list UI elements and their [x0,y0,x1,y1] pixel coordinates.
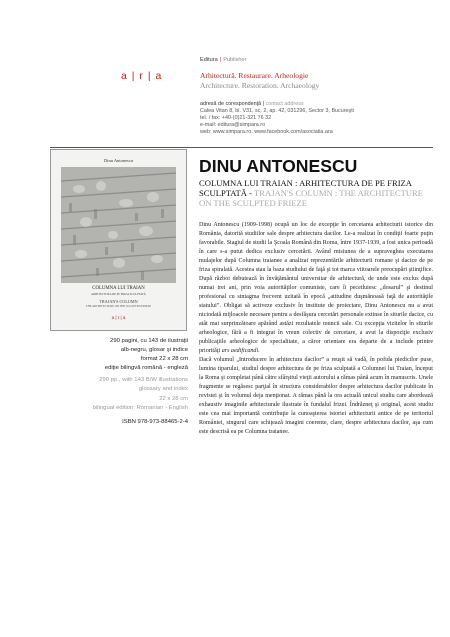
book-description [199,221,433,437]
description-paragraph: Dinu Antonescu (1909-1998) ocupă un loc de excepţie în cercetarea arhitecturii istorice din România, datorită studiilor sale despre arhitectura dacilor. Le-a realizat în condiţii foarte puţin favorabile. Stagiul de studii la Şcoala Română din Roma, între 1937-1939, a fost unica perioadă în care s-a putut dedica exclusiv cercetării. Având misiunea de a supraveghea executarea mulajelor după Columna traianee a analizat reprezentările arhitecturii romane şi dacice de pe friza spiralată. Acestea stau la baza studiului de faţă şi tot marca viitoarele preocupări ştiinţifice. După război debutează în învăţământul universitar de arhitectură, de unde este exclus după numai trei ani, prin voia autorităţilor comuniste, care îi pecetluiesc „dosarul” şi destinul profesional cu sintagma frecvent uzitată în epocă „atitudine duşmănoasă faţă de autorităţile statului”. Obligat să activeze exclusiv în institute de proiectare, Dinu Antonescu nu a avut niciodată mijloacele necesare pentru a desfăşura cercetări personale extinse în siturile dacice, cu atât mai surprinzătoare apărând astăzi rezultatele muncii sale. Cu excepţia vizitelor în siturile arheologice, fără a fi integrat în vreun colectiv de cercetare, a avut la dispoziţie exclusiv publicaţiile arheologice de specialitate, a căror orientare era departe de a include printre priorităţi ars aedificandi. [199,222,433,354]
publisher-label: Editura | Publisher [200,57,247,63]
cover-title-english: TRAJAN'S COLUMN [99,299,138,304]
cover-author: Dinu Antonescu [103,158,134,163]
cover-subtitle: ARHITECTURA DE PE FRIZA SCULPTATĂ [91,292,146,296]
cover-title: COLUMNA LUI TRAIAN [92,286,145,291]
cover-subtitle-english: THE ARCHITECTURE ON THE SCULPTED FRIEZE [85,304,152,308]
description-paragraph: Dacă volumul „Introducere în arhitectura dacilor” a reuşit să vadă, în pofida piedicilor puse, lumina tiparului, studiul despre arhitectura de pe friza sculptată a Columnei lui Traian, început la Roma şi completat până către sfârşitul vieţii autorului a rămas până acum în manuscris. Unele fragmente se regăsesc parţial în structura considerabilor despre arhitectura dacilor publicate în revistei şi în volumul deja menţionat. A rămas până la ora actuală unicul studiu care abordează exhaustiv imaginile arhitecturale ilustrate în fundalul frizei. Îndrăzneţ şi original, acest studiu este cea mai importantă contribuţie la cunoaşterea istoriei arhitecturii antice de pe teritoriul României, singurul care schiţează imagini coerente, clare, despre arhitectura dacilor, aşa cum este descrisă ea pe Columna traianee. [199,357,433,435]
phone-line: tel. / fax: +40-(0)21-321 76 32 [200,115,272,121]
book-specs-romanian: 290 pagini, cu 143 de ilustraţii alb-negru, glosar şi indice format 22 x 28 cm ediţie bilingvă română - engleză [104,338,188,371]
book-specs-english: 290 pp., with 143 B/W illustrations glossary and index 22 x 28 cm bilingual edition: Romanian - English [92,377,188,411]
address-title: adresă de corespondenţă | contact address [200,101,304,107]
divider [50,147,433,148]
address-line: Calea Vitan 8, bl. V31, sc. 2, ap. 42, 031296, Sector 3, Bucureşti [200,108,354,114]
book-cover [50,149,187,331]
contact-address [200,101,354,136]
publisher-tagline-english: Architecture. Restoration. Archaeology [200,81,320,90]
email-line: e-mail: editura@simpara.ro [200,122,266,128]
isbn: ISBN 978-973-88465-2-4 [122,419,188,425]
column-relief-image [61,167,176,283]
cover-logo: a | r | a [111,315,126,320]
publisher-tagline: Arhitectură. Restaurare. Arheologie [200,71,309,80]
book-title: COLUMNA LUI TRAIAN : ARHITECTURA DE PE FRIZA SCULPTATĂ - TRAJAN'S COLUMN : THE ARCHITECTURE ON THE SCULPTED FRIEZE [199,178,424,208]
web-line: web: www.simpara.ro, www.facebook.com/asociatia.ara [200,129,333,135]
book-author-heading: DINU ANTONESCU [199,156,358,176]
relief-illustration [61,167,176,283]
publisher-logo: a | r | a [121,70,163,82]
